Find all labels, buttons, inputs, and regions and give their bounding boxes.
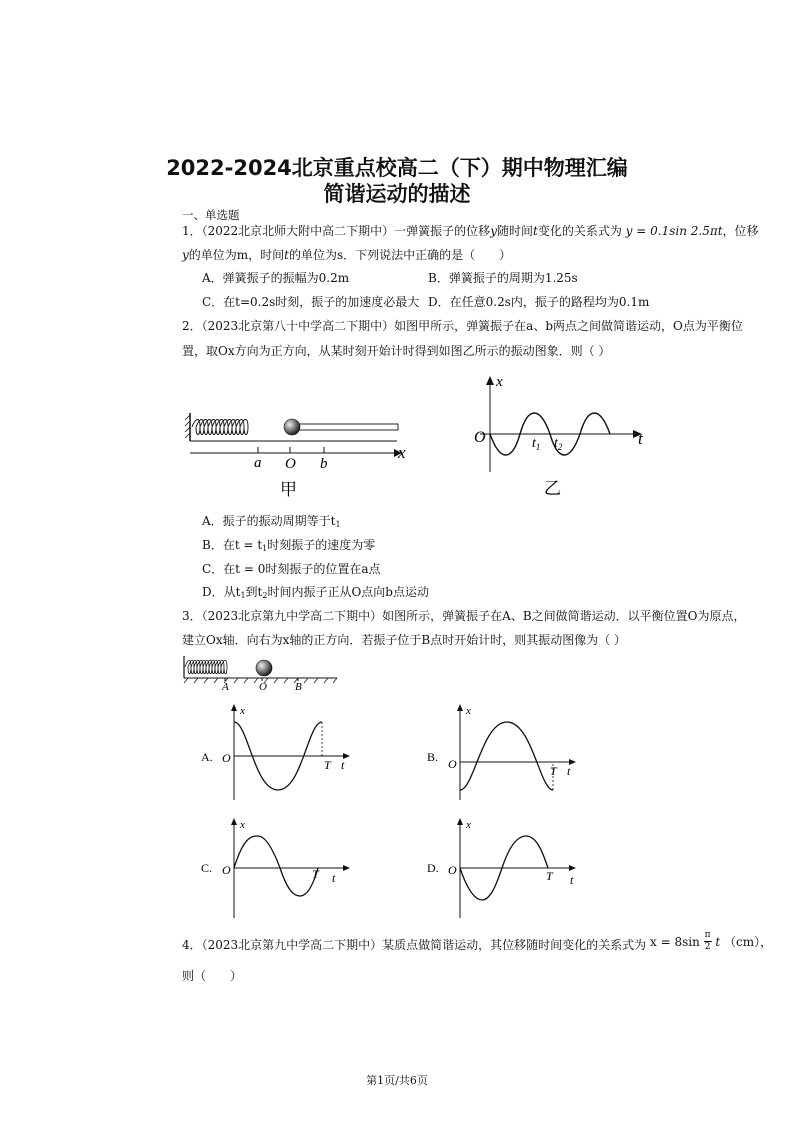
- q1-option-c[interactable]: C．在t=0.2s时刻，振子的加速度必最大: [202, 295, 420, 309]
- axis-label-t: t: [341, 758, 345, 772]
- q3-graph-d[interactable]: [426, 816, 586, 920]
- origin-label: O: [474, 429, 486, 446]
- period-label: T: [324, 758, 331, 772]
- oscillator-ball: [284, 419, 300, 435]
- axis-label-t: t: [567, 764, 571, 778]
- q2-stem-line2: 置，取Ox方向为正方向，从某时刻开始计时得到如图乙所示的振动图象．则（ ）: [182, 344, 611, 358]
- q3-stem-line1: 3．（2023北京第九中学高二下期中）如图所示，弹簧振子在A、B之间做简谐运动．以平衡位置O为原点，: [182, 609, 746, 623]
- q2-figure-graph: [470, 372, 660, 502]
- axis-label-x: x: [240, 819, 245, 831]
- axis-label-x: x: [496, 374, 503, 390]
- curve: [460, 722, 553, 790]
- axis-label-x: x: [240, 705, 245, 717]
- q4-stem-line1: 4．（2023北京第九中学高二下期中）某质点做简谐运动，其位移随时间变化的关系式为: [182, 938, 647, 952]
- section-heading: 一、单选题: [182, 208, 240, 222]
- q1-stem-line2: y的单位为m，时间t的单位为s．下列说法中正确的是（ ）: [182, 248, 512, 262]
- q2-option-d[interactable]: D．从$t_1$到$t_2$时间内振子正从O点向b点运动: [202, 585, 429, 600]
- curve: [234, 836, 318, 896]
- origin-label: O: [448, 757, 457, 771]
- axis-label-x: x: [466, 705, 471, 717]
- q2-stem-line1: 2．（2023北京第八十中学高二下期中）如图甲所示，弹簧振子在a、b两点之间做简谐运动，O点为平衡位: [182, 319, 743, 333]
- period-label: T: [546, 869, 553, 883]
- axis-label-t: t: [332, 871, 336, 885]
- q3-graph-b[interactable]: [426, 702, 586, 802]
- origin-label: O: [448, 863, 457, 877]
- q2-option-b[interactable]: B．在$t = t_1$时刻振子的速度为零: [202, 538, 376, 553]
- origin-label: O: [222, 751, 231, 765]
- q1-stem-line1: 1．（2022北京北师大附中高二下期中）一弹簧振子的位移y随时间t变化的关系式为 y = 0.1sin 2.5πt，位移: [182, 224, 759, 238]
- spring-coil: [185, 660, 227, 674]
- label-t2: $t_2$: [554, 436, 563, 452]
- option-label: C.: [201, 861, 213, 875]
- oscillator-ball: [256, 660, 272, 676]
- q1-option-b[interactable]: B．弹簧振子的周期为1.25s: [428, 271, 578, 285]
- q1-formula: y = 0.1sin 2.5πt: [625, 224, 723, 238]
- period-label: T: [550, 764, 557, 778]
- label-a: A: [222, 681, 229, 693]
- q2-option-a[interactable]: A．振子的振动周期等于$t_1$: [202, 514, 341, 529]
- period-label: T: [312, 867, 319, 881]
- q1-option-d[interactable]: D．在任意0.2s内，振子的路程均为0.1m: [428, 295, 650, 309]
- q3-figure-spring: [182, 652, 342, 694]
- label-o: O: [259, 681, 267, 693]
- option-label: A.: [201, 750, 213, 764]
- q2-option-c[interactable]: C．在t = 0时刻振子的位置在a点: [202, 562, 381, 576]
- rod: [290, 424, 398, 430]
- q2-figure-spring: [182, 405, 412, 500]
- axis-label-t: t: [570, 873, 574, 887]
- caption-jia: 甲: [280, 480, 297, 499]
- page-footer: 第1页/共6页: [366, 1074, 428, 1087]
- label-x: x: [398, 443, 406, 462]
- spring-coil: [192, 420, 248, 435]
- option-label: D.: [427, 861, 439, 875]
- q3-stem-line2: 建立Ox轴．向右为x轴的正方向．若振子位于B点时开始计时，则其振动图像为（ ）: [182, 633, 627, 647]
- q4-formula: x = 8sin $\frac{\pi}{2}$ t （cm），: [650, 930, 773, 952]
- page-title: 2022-2024北京重点校高二（下）期中物理汇编: [166, 156, 628, 180]
- axis-label-t: t: [638, 429, 643, 448]
- q4-stem-line2: 则（ ）: [182, 969, 243, 983]
- q1-option-a[interactable]: A．弹簧振子的振幅为0.2m: [202, 271, 350, 285]
- label-b: b: [320, 456, 328, 472]
- label-t1: $t_1$: [532, 436, 541, 452]
- axis-label-x: x: [466, 819, 471, 831]
- label-a: a: [254, 455, 262, 471]
- origin-label: O: [222, 863, 231, 877]
- option-label: B.: [427, 750, 439, 764]
- caption-yi: 乙: [544, 479, 561, 498]
- label-o: O: [285, 456, 296, 472]
- page-subtitle: 简谐运动的描述: [323, 182, 471, 206]
- q3-graph-c[interactable]: [200, 816, 360, 920]
- q3-graph-a[interactable]: [200, 702, 360, 802]
- label-b: B: [295, 681, 302, 693]
